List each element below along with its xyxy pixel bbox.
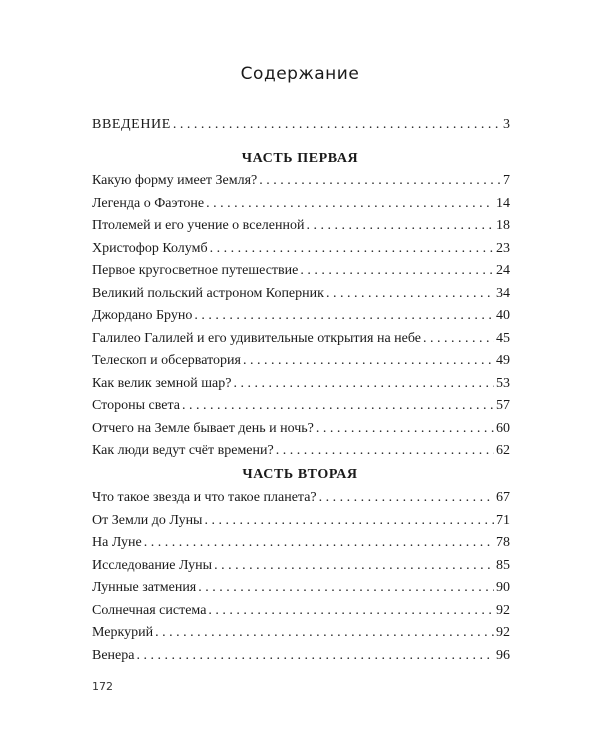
part-two-list xyxy=(92,487,510,667)
page-title: Содержание xyxy=(240,64,360,84)
toc-entry-label: От Земли до Луны xyxy=(92,512,203,528)
part-one-list xyxy=(92,170,510,463)
dot-leader xyxy=(326,283,494,306)
toc-entry-intro[interactable] xyxy=(92,114,510,137)
toc-entry-label: Венера xyxy=(92,647,135,663)
toc-entry-label: Солнечная система xyxy=(92,602,207,618)
dot-leader xyxy=(194,305,494,328)
part-one-heading: ЧАСТЬ ПЕРВАЯ xyxy=(241,151,359,166)
dot-leader xyxy=(316,418,494,441)
toc-entry-label: Галилео Галилей и его удивительные открытия на небе xyxy=(92,330,422,346)
dot-leader xyxy=(208,600,494,623)
toc-entry-label: Джордано Бруно xyxy=(92,308,193,323)
dot-leader xyxy=(155,622,494,645)
toc-entry-label: Лунные затмения xyxy=(92,580,197,595)
dot-leader xyxy=(198,577,494,600)
toc-entry-label: Птолемей и его учение о вселенной xyxy=(92,218,305,233)
toc-entry-label: Христофор Колумб xyxy=(92,240,208,256)
toc-entry-page: 45 xyxy=(496,330,510,346)
toc-intro xyxy=(92,114,510,137)
toc-entry[interactable] xyxy=(92,440,510,463)
toc-entry[interactable] xyxy=(92,510,510,533)
dot-leader xyxy=(234,373,495,396)
toc-entry-page: 90 xyxy=(496,580,510,595)
toc-entry-page: 23 xyxy=(496,240,510,256)
toc-entry[interactable] xyxy=(92,418,510,441)
dot-leader xyxy=(300,260,494,283)
page-number: 172 xyxy=(92,680,113,693)
toc-entry-page: 57 xyxy=(496,398,510,413)
toc-entry-label: Меркурий xyxy=(92,625,154,640)
toc-entry[interactable] xyxy=(92,487,510,510)
toc-entry-page: 49 xyxy=(496,353,510,368)
toc-entry[interactable] xyxy=(92,215,510,238)
dot-leader xyxy=(144,532,494,555)
dot-leader xyxy=(182,395,494,418)
toc-entry-page: 24 xyxy=(496,263,510,278)
toc-entry-page: 18 xyxy=(496,218,510,233)
toc-entry-page: 92 xyxy=(496,602,510,618)
toc-entry-page: 53 xyxy=(496,375,510,391)
toc-entry-label: ВВЕДЕНИЕ xyxy=(92,117,171,132)
dot-leader xyxy=(173,114,501,137)
toc-entry-label: Как велик земной шар? xyxy=(92,375,232,391)
toc-entry[interactable] xyxy=(92,555,510,578)
toc-entry-page: 34 xyxy=(496,285,510,301)
toc-entry[interactable] xyxy=(92,600,510,623)
toc-entry-label: Что такое звезда и что такое планета? xyxy=(92,490,317,505)
toc-entry-page: 7 xyxy=(503,173,510,188)
part-two-heading: ЧАСТЬ ВТОРАЯ xyxy=(242,467,358,482)
toc-entry[interactable] xyxy=(92,373,510,396)
toc-entry-page: 62 xyxy=(496,443,510,458)
dot-leader xyxy=(276,440,494,463)
toc-entry-label: Стороны света xyxy=(92,398,180,413)
toc-entry[interactable] xyxy=(92,328,510,351)
toc-entry-page: 60 xyxy=(496,420,510,436)
dot-leader xyxy=(214,555,494,578)
toc-entry-page: 96 xyxy=(496,647,510,663)
toc-entry-label: Великий польский астроном Коперник xyxy=(92,285,324,301)
dot-leader xyxy=(243,350,494,373)
toc-entry-page: 14 xyxy=(496,195,510,211)
dot-leader xyxy=(306,215,494,238)
toc-entry-label: На Луне xyxy=(92,535,142,550)
toc-entry[interactable] xyxy=(92,532,510,555)
dot-leader xyxy=(204,510,494,533)
dot-leader xyxy=(136,645,494,668)
toc-entry-label: Отчего на Земле бывает день и ночь? xyxy=(92,420,314,436)
toc-entry-page: 92 xyxy=(496,625,510,640)
toc-entry[interactable] xyxy=(92,577,510,600)
toc-entry[interactable] xyxy=(92,395,510,418)
toc-entry-page: 85 xyxy=(496,557,510,573)
toc-entry[interactable] xyxy=(92,283,510,306)
toc-entry[interactable] xyxy=(92,350,510,373)
dot-leader xyxy=(259,170,501,193)
toc-entry[interactable] xyxy=(92,622,510,645)
toc-entry-page: 3 xyxy=(503,117,510,132)
toc-entry-label: Какую форму имеет Земля? xyxy=(92,173,258,188)
toc-entry-page: 67 xyxy=(496,490,510,505)
toc-entry-label: Как люди ведут счёт времени? xyxy=(92,443,274,458)
dot-leader xyxy=(319,487,494,510)
dot-leader xyxy=(423,328,494,351)
dot-leader xyxy=(210,238,494,261)
toc-entry[interactable] xyxy=(92,305,510,328)
toc-entry[interactable] xyxy=(92,260,510,283)
dot-leader xyxy=(206,193,494,216)
toc-entry[interactable] xyxy=(92,193,510,216)
toc-entry-label: Первое кругосветное путешествие xyxy=(92,263,299,278)
toc-entry[interactable] xyxy=(92,238,510,261)
toc-entry[interactable] xyxy=(92,645,510,668)
toc-entry[interactable] xyxy=(92,170,510,193)
toc-entry-page: 78 xyxy=(496,535,510,550)
toc-entry-label: Легенда о Фаэтоне xyxy=(92,195,205,211)
toc-entry-page: 40 xyxy=(496,308,510,323)
toc-entry-label: Исследование Луны xyxy=(92,557,213,573)
toc-entry-page: 71 xyxy=(496,512,510,528)
toc-entry-label: Телескоп и обсерватория xyxy=(92,353,241,368)
